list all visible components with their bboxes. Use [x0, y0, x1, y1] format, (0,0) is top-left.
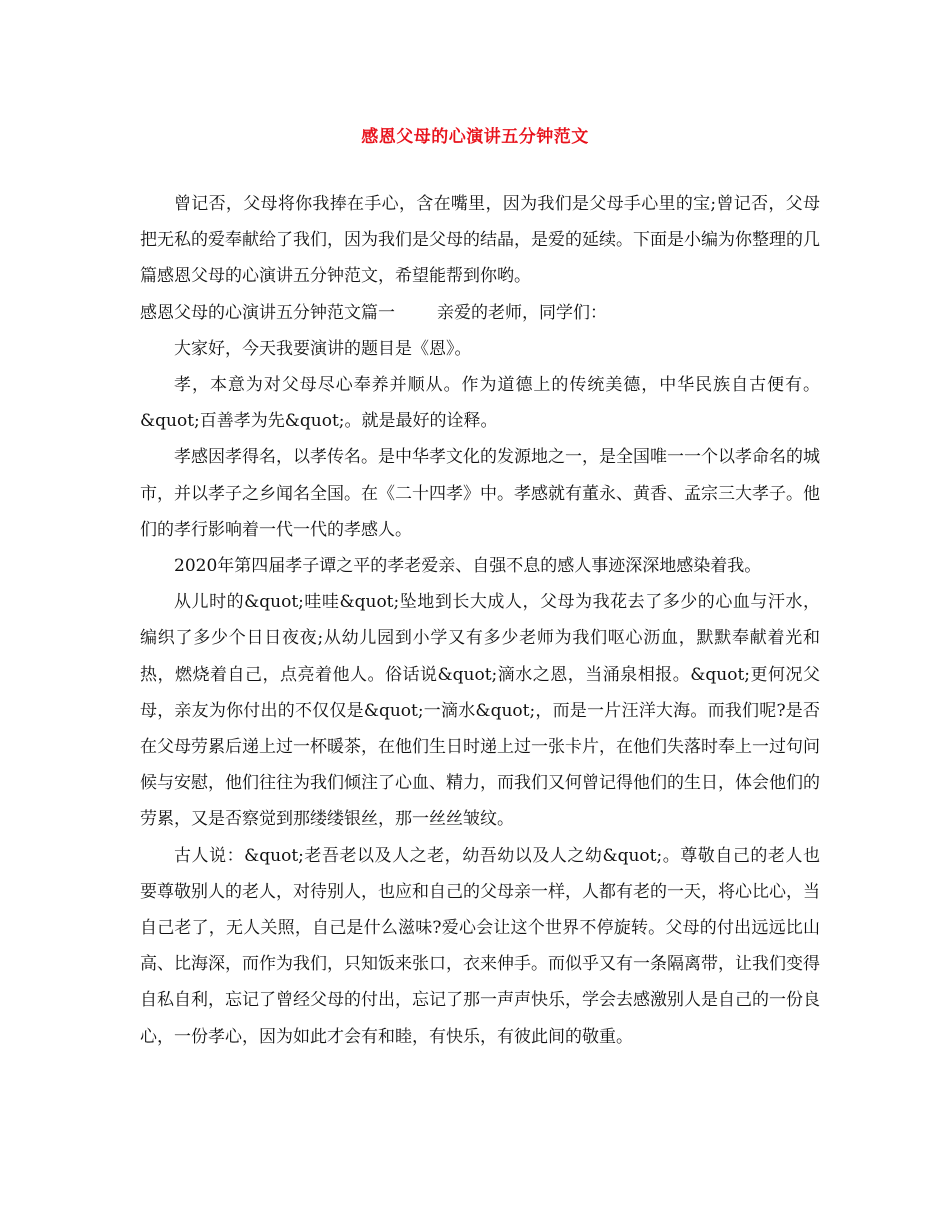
- body-paragraph: 孝感因孝得名，以孝传名。是中华孝文化的发源地之一，是全国唯一一个以孝命名的城市，并以孝子之乡闻名全国。在《二十四孝》中。孝感就有董永、黄香、孟宗三大孝子。他们的孝行影响着一代一代的孝感人。: [140, 447, 820, 540]
- intro-paragraph: 曾记否，父母将你我捧在手心，含在嘴里，因为我们是父母手心里的宝;曾记否，父母把无私的爱奉献给了我们，因为我们是父母的结晶，是爱的延续。下面是小编为你整理的几篇感恩父母的心演讲五分钟范文，希望能帮到你哟。: [140, 194, 820, 287]
- section-heading: 感恩父母的心演讲五分钟范文篇一: [140, 302, 395, 323]
- body-paragraph: 从儿时的&quot;哇哇&quot;坠地到长大成人，父母为我花去了多少的心血与汗水，编织了多少个日日夜夜;从幼儿园到小学又有多少老师为我们呕心沥血，默默奉献着光和热，燃烧着自己，点亮着他人。俗话说&quot;滴水之恩，当涌泉相报。&quot;更何况父母，亲友为你付出的不仅仅是&quot;一滴水&quot;，而是一片汪洋大海。而我们呢?是否在父母劳累后递上过一杯暖茶，在他们生日时递上过一张卡片，在他们失落时奉上一过句问候与安慰，他们往往为我们倾注了心血、精力，而我们又何曾记得他们的生日，体会他们的劳累，又是否察觉到那缕缕银丝，那一丝丝皱纹。: [140, 592, 820, 830]
- body-paragraph: 2020年第四届孝子谭之平的孝老爱亲、自强不息的感人事迹深深地感染着我。: [174, 556, 762, 577]
- salutation: 亲爱的老师，同学们：: [437, 302, 607, 323]
- body-paragraph: 大家好，今天我要演讲的题目是《恩》。: [174, 338, 472, 359]
- document-body: [140, 186, 820, 1055]
- body-paragraph: 古人说：&quot;老吾老以及人之老，幼吾幼以及人之幼&quot;。尊敬自己的老人也要尊敬别人的老人，对待别人，也应和自己的父母亲一样，人都有老的一天，将心比心，当自己老了，无人关照，自己是什么滋味?爱心会让这个世界不停旋转。父母的付出远远比山高、比海深，而作为我们，只知饭来张口，衣来伸手。而似乎又有一条隔离带，让我们变得自私自利，忘记了曾经父母的付出，忘记了那一声声快乐，学会去感激别人是自己的一份良心，一份孝心，因为如此才会有和睦，有快乐，有彼此间的敬重。: [140, 845, 820, 1047]
- body-paragraph: 孝，本意为对父母尽心奉养并顺从。作为道德上的传统美德，中华民族自古便有。&quot;百善孝为先&quot;。就是最好的诠释。: [140, 375, 820, 432]
- section-heading-line: [140, 295, 820, 331]
- document-title: 感恩父母的心演讲五分钟范文: [361, 127, 589, 147]
